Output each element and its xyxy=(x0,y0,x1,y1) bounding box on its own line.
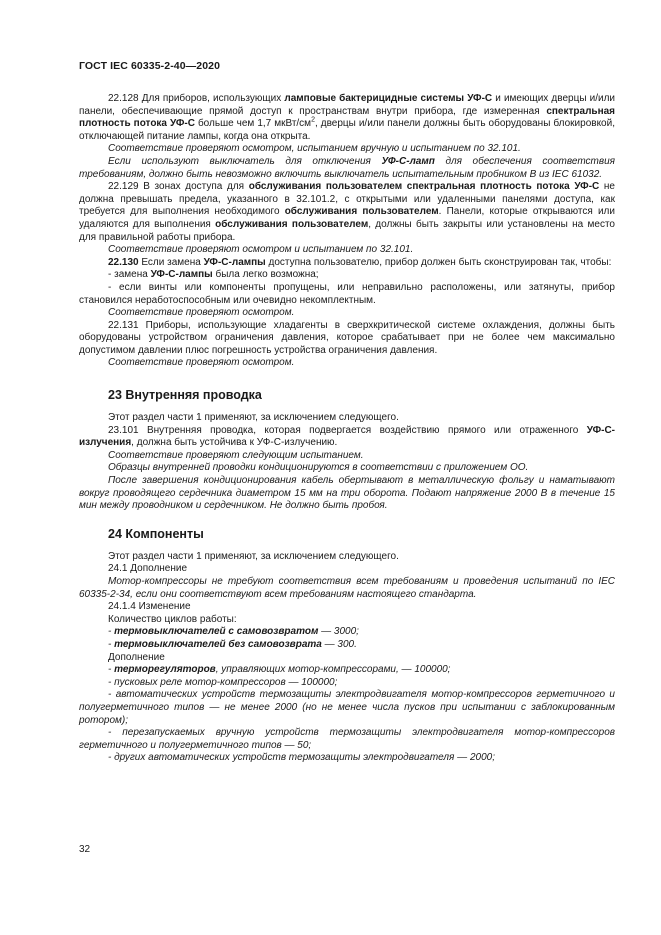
cycles-heading: Количество циклов работы: xyxy=(108,613,237,625)
list-item-24-4: - пусковых реле мотор-компрессоров — 100000; xyxy=(108,676,338,688)
document-header: ГОСТ IEC 60335-2-40—2020 xyxy=(79,60,221,72)
test-procedure: После завершения кондиционирования кабель обертывают в металлическую фольгу и наматывают вокруг проводящего сердечника диаметром 15 мм на три оборота. Подают напряжение 2000 В в течение 15 мин между проводником и сердечником. Не должно быть пробоя. xyxy=(79,475,615,512)
term-bold: терморегуляторов xyxy=(114,664,216,676)
term-bold: ламповые бактерицидные системы УФ-С xyxy=(284,93,493,104)
text-run: не должна превышать предела, указанного в 32.101.2, с открытыми или удаленными панелями доступа, как требуется для выполнения необходимого xyxy=(79,181,615,218)
text-run: - xyxy=(108,626,115,638)
text-run: Если используют выключатель для отключения xyxy=(108,155,382,167)
term-bold: УФ-С-излучения xyxy=(79,424,615,449)
term-bold: УФ-С-ламп xyxy=(381,155,435,167)
section-23-intro: Этот раздел части 1 применяют, за исключением следующего. xyxy=(108,412,399,424)
list-item-24-7: - других автоматических устройств термозащиты электродвигателя — 2000; xyxy=(108,752,495,764)
text-run: , дверцы и/или панели должны быть оборудованы блокировкой, отключающей питание лампы, когда она открыта. xyxy=(79,118,615,142)
text-run: для обеспечения соответствия требованиям, должно быть невозможно включить выключатель испытательным пробником В из IEC 61032. xyxy=(79,155,615,180)
compliance-23-101: Соответствие проверяют следующим испытанием. xyxy=(108,449,364,461)
list-item-24-2 xyxy=(79,639,615,652)
page-content xyxy=(79,93,615,765)
paragraph-22-130 xyxy=(79,257,615,270)
text-run: — 300. xyxy=(321,638,357,650)
addition-heading: Дополнение xyxy=(108,651,165,663)
compliance-24-1: Мотор-компрессоры не требуют соответствия всем требованиям и проведения испытаний по IEC 60335-2-34, если они соответствуют всем требованиям настоящего стандарта. xyxy=(79,576,615,600)
paragraph-22-128 xyxy=(79,93,615,143)
test-conditioning: Образцы внутренней проводки кондиционируются в соответствии с приложением ОО. xyxy=(108,462,529,474)
text-run: - xyxy=(108,664,115,676)
term-bold: УФ-С-лампы xyxy=(150,269,213,281)
section-24-intro: Этот раздел части 1 применяют, за исключением следующего. xyxy=(108,550,399,562)
section-title-24: 24 Компоненты xyxy=(108,526,204,541)
list-item-24-6: - перезапускаемых вручную устройств термозащиты электродвигателя мотор-компрессоров герметичного и полугерметичного типов — 50; xyxy=(79,727,615,751)
text-run: , должна быть устойчива к УФ-С-излучению. xyxy=(131,437,338,449)
term-bold: спектральная плотность потока УФ-С xyxy=(79,105,615,130)
term-bold: термовыключателей с самовозвратом xyxy=(114,626,319,638)
text-run: и имеющих дверцы и/или панели, обеспечивающие прямой доступ к пространствам внутри прибора, где измеренная xyxy=(79,93,616,117)
text-run: , должны быть закрыты или установлены на место для правильной работы прибора. xyxy=(79,218,615,243)
clause-number: 22.130 xyxy=(108,256,139,268)
text-run: была легко возможна; xyxy=(212,269,319,281)
page-number: 32 xyxy=(79,844,91,855)
term-bold: обслуживания пользователем xyxy=(215,218,369,230)
text-run: - xyxy=(108,638,115,650)
compliance-22-129: Соответствие проверяют осмотром и испытанием по 32.101. xyxy=(108,244,414,256)
list-item-22-130-2: - если винты или компоненты пропущены, или неправильно расположены, или затянуты, прибор становился неработоспособным или очевидно некомплектным. xyxy=(79,281,615,306)
list-item-24-1 xyxy=(79,626,615,639)
compliance-22-128: Соответствие проверяют осмотром, испытанием вручную и испытанием по 32.101. xyxy=(108,143,521,155)
text-run: - замена xyxy=(108,269,151,281)
list-item-24-5: - автоматических устройств термозащиты электродвигателя мотор-компрессоров герметичного и полугерметичного типов — не менее 2000 (но не менее числа пусков при испытании с заблокированным ротором); xyxy=(79,689,615,726)
subclause-24-1-4: 24.1.4 Изменение xyxy=(108,601,191,613)
text-run: 23.101 Внутренняя проводка, которая подвергается воздействию прямого или отраженного xyxy=(108,424,587,436)
text-run: . Панели, которые открываются или удаляются для выполнения xyxy=(79,206,615,230)
compliance-22-131: Соответствие проверяют осмотром. xyxy=(108,357,295,369)
text-run: — 3000; xyxy=(318,626,359,638)
compliance-22-130: Соответствие проверяют осмотром. xyxy=(108,307,295,319)
text-run: 22.129 В зонах доступа для xyxy=(108,181,249,193)
term-bold: обслуживания пользователем спектральная плотность потока УФ-С xyxy=(248,181,600,193)
paragraph-22-131: 22.131 Приборы, использующие хладагенты в сверхкритической системе охлаждения, должны быть оборудованы устройством ограничения давления, которое срабатывает при не более чем максимально допустимом давлении плюс погрешность устройства ограничения давления. xyxy=(79,319,615,356)
term-bold: термовыключателей без самовозврата xyxy=(114,638,322,650)
term-bold: обслуживания пользователем xyxy=(284,206,439,218)
text-run: больше чем 1,7 мкВт/см xyxy=(194,118,312,130)
list-item-22-130-1 xyxy=(79,269,615,282)
text-run: 22.128 Для приборов, использующих xyxy=(108,93,285,104)
compliance-22-128-switch xyxy=(79,156,615,181)
text-run: Если замена xyxy=(138,256,204,268)
text-run: , управляющих мотор-компрессорами, — 100000; xyxy=(215,664,451,676)
superscript: 2 xyxy=(311,116,315,124)
paragraph-23-101 xyxy=(79,425,615,450)
text-run: доступна пользователю, прибор должен быть сконструирован так, чтобы: xyxy=(265,256,612,268)
subclause-24-1: 24.1 Дополнение xyxy=(108,563,188,575)
list-item-24-3 xyxy=(79,664,615,677)
term-bold: УФ-С-лампы xyxy=(203,256,266,268)
section-title-23: 23 Внутренняя проводка xyxy=(108,388,262,403)
paragraph-22-129 xyxy=(79,181,615,244)
